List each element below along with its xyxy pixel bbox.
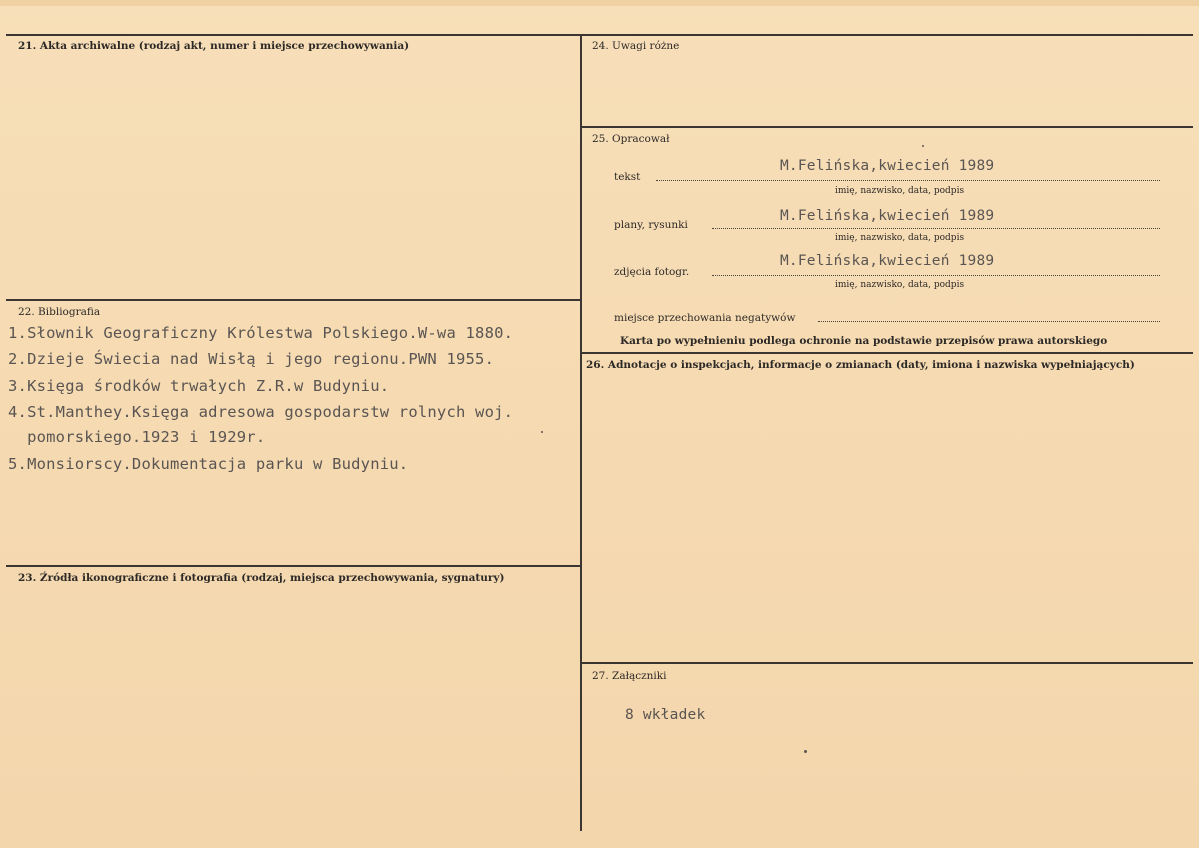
- card-top-edge: [0, 0, 1199, 6]
- plany-value: M.Felińska,kwiecień 1989: [780, 208, 995, 224]
- section-24-label: 24. Uwagi różne: [592, 40, 680, 52]
- section-22-label: 22. Bibliografia: [18, 306, 101, 318]
- negatives-line: [818, 321, 1160, 322]
- section-27-label: 27. Załączniki: [592, 670, 667, 682]
- bibliography-entry-1: 1.Słownik Geograficzny Królestwa Polskiego.W-wa 1880.: [8, 324, 514, 342]
- section-25-label: 25. Opracował: [592, 133, 670, 145]
- divider-25-26: [581, 352, 1193, 354]
- divider-21-22: [6, 299, 581, 301]
- tekst-sublabel: imię, nazwisko, data, podpis: [835, 186, 965, 196]
- plany-line: [712, 228, 1160, 229]
- bibliography-entry-3: 3.Księga środków trwałych Z.R.w Budyniu.: [8, 377, 390, 395]
- plany-sublabel: imię, nazwisko, data, podpis: [835, 233, 965, 243]
- zdjecia-label: zdjęcia fotogr.: [614, 266, 690, 278]
- section-23-label: 23. Źródła ikonograficzne i fotografia (rodzaj, miejsca przechowywania, sygnatury): [18, 572, 505, 584]
- divider-26-27: [581, 662, 1193, 664]
- tekst-line: [656, 180, 1160, 181]
- bibliography-entry-4-cont: pomorskiego.1923 i 1929r.: [8, 428, 266, 446]
- tekst-value: M.Felińska,kwiecień 1989: [780, 158, 995, 174]
- negatives-label: miejsce przechowania negatywów: [614, 312, 796, 324]
- section-26-label: 26. Adnotacje o inspekcjach, informacje o zmianach (daty, imiona i nazwiska wypełniających): [586, 359, 1135, 371]
- top-border: [6, 34, 1193, 36]
- bibliography-entry-5: 5.Monsiorscy.Dokumentacja parku w Budyniu.: [8, 455, 409, 473]
- copyright-notice: Karta po wypełnieniu podlega ochronie na podstawie przepisów prawa autorskiego: [620, 335, 1108, 347]
- bibliography-entry-2: 2.Dzieje Świecia nad Wisłą i jego regionu.PWN 1955.: [8, 350, 495, 368]
- plany-label: plany, rysunki: [614, 219, 688, 231]
- zdjecia-value: M.Felińska,kwiecień 1989: [780, 253, 995, 269]
- divider-22-23: [6, 565, 581, 567]
- tekst-label: tekst: [614, 171, 641, 183]
- section-21-label: 21. Akta archiwalne (rodzaj akt, numer i miejsce przechowywania): [18, 40, 410, 52]
- paper-speck: [922, 145, 924, 147]
- zdjecia-sublabel: imię, nazwisko, data, podpis: [835, 280, 965, 290]
- center-divider: [580, 35, 582, 831]
- zdjecia-line: [712, 275, 1160, 276]
- paper-speck: [804, 750, 807, 753]
- divider-24-25: [581, 126, 1193, 128]
- attachments-value: 8 wkładek: [625, 707, 706, 723]
- paper-speck: [541, 431, 543, 433]
- bibliography-entry-4: 4.St.Manthey.Księga adresowa gospodarstw rolnych woj.: [8, 403, 514, 421]
